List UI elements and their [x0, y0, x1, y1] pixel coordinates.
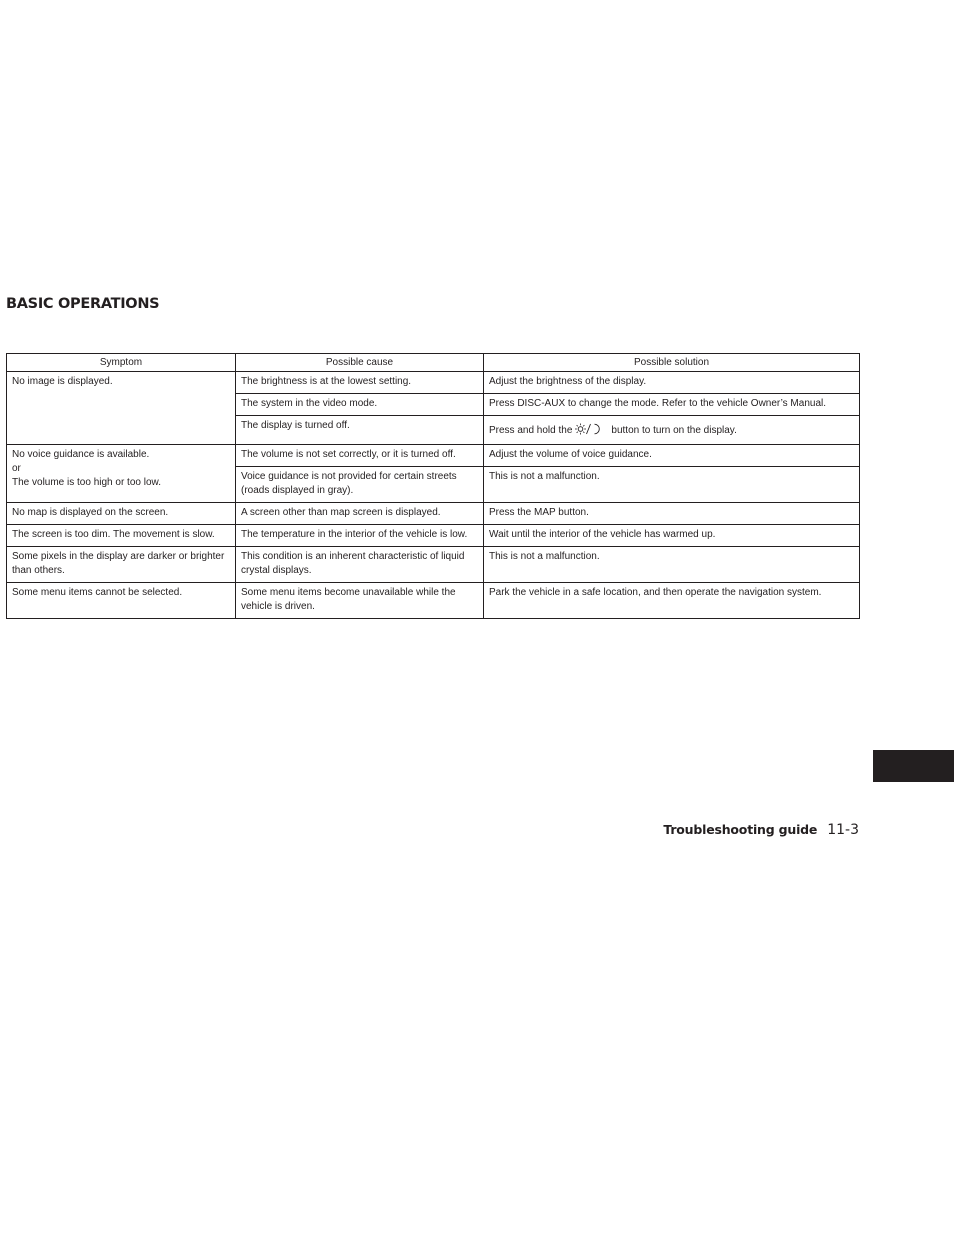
table-row [7, 372, 860, 394]
symptom-cell: The screen is too dim. The movement is slow. [7, 525, 236, 547]
solution-cell: Wait until the interior of the vehicle has warmed up. [484, 525, 860, 547]
table-row [7, 547, 860, 583]
solution-cell: Adjust the brightness of the display. [484, 372, 860, 394]
header-possible-cause: Possible cause [236, 354, 484, 372]
solution-cell: Press DISC-AUX to change the mode. Refer to the vehicle Owner’s Manual. [484, 394, 860, 416]
symptom-cell [7, 372, 236, 445]
footer-chapter-title: Troubleshooting guide [663, 822, 818, 837]
cause-cell: The display is turned off. [236, 416, 484, 445]
symptom-cell: No map is displayed on the screen. [7, 503, 236, 525]
symptom-cell: Some pixels in the display are darker or brighter than others. [7, 547, 236, 583]
solution-cell: Adjust the volume of voice guidance. [484, 445, 860, 467]
solution-cell: This is not a malfunction. [484, 467, 860, 503]
header-symptom: Symptom [7, 354, 236, 372]
symptom-cell: Some menu items cannot be selected. [7, 583, 236, 619]
page-footer [663, 821, 859, 839]
table-row [7, 525, 860, 547]
chapter-tab-marker [873, 750, 954, 782]
symptom-text: No voice guidance is available. [12, 449, 150, 460]
cause-cell: Some menu items become unavailable while the vehicle is driven. [236, 583, 484, 619]
cause-cell: A screen other than map screen is displayed. [236, 503, 484, 525]
section-title: BASIC OPERATIONS [6, 296, 160, 312]
cause-cell: Voice guidance is not provided for certain streets (roads displayed in gray). [236, 467, 484, 503]
solution-cell: This is not a malfunction. [484, 547, 860, 583]
symptom-text: The volume is too high or too low. [12, 477, 161, 488]
table-row [7, 445, 860, 467]
symptom-cell [7, 445, 236, 503]
solution-cell: Press the MAP button. [484, 503, 860, 525]
table-row [7, 503, 860, 525]
solution-cell [484, 416, 860, 445]
solution-cell: Park the vehicle in a safe location, and then operate the navigation system. [484, 583, 860, 619]
troubleshooting-table [6, 353, 860, 619]
symptom-text: No image is displayed. [12, 376, 113, 387]
cause-cell: The system in the video mode. [236, 394, 484, 416]
solution-text-after: button to turn on the display. [611, 425, 737, 436]
header-possible-solution: Possible solution [484, 354, 860, 372]
page-number: 11-3 [827, 822, 859, 838]
cause-cell: The temperature in the interior of the vehicle is low. [236, 525, 484, 547]
cause-cell: The volume is not set correctly, or it is turned off. [236, 445, 484, 467]
cause-cell: The brightness is at the lowest setting. [236, 372, 484, 394]
cause-cell: This condition is an inherent characteristic of liquid crystal displays. [236, 547, 484, 583]
symptom-text: or [12, 463, 21, 474]
table-row [7, 583, 860, 619]
table-header-row [7, 354, 860, 372]
sun-moon-icon [575, 423, 603, 440]
solution-text-before: Press and hold the [489, 425, 573, 436]
